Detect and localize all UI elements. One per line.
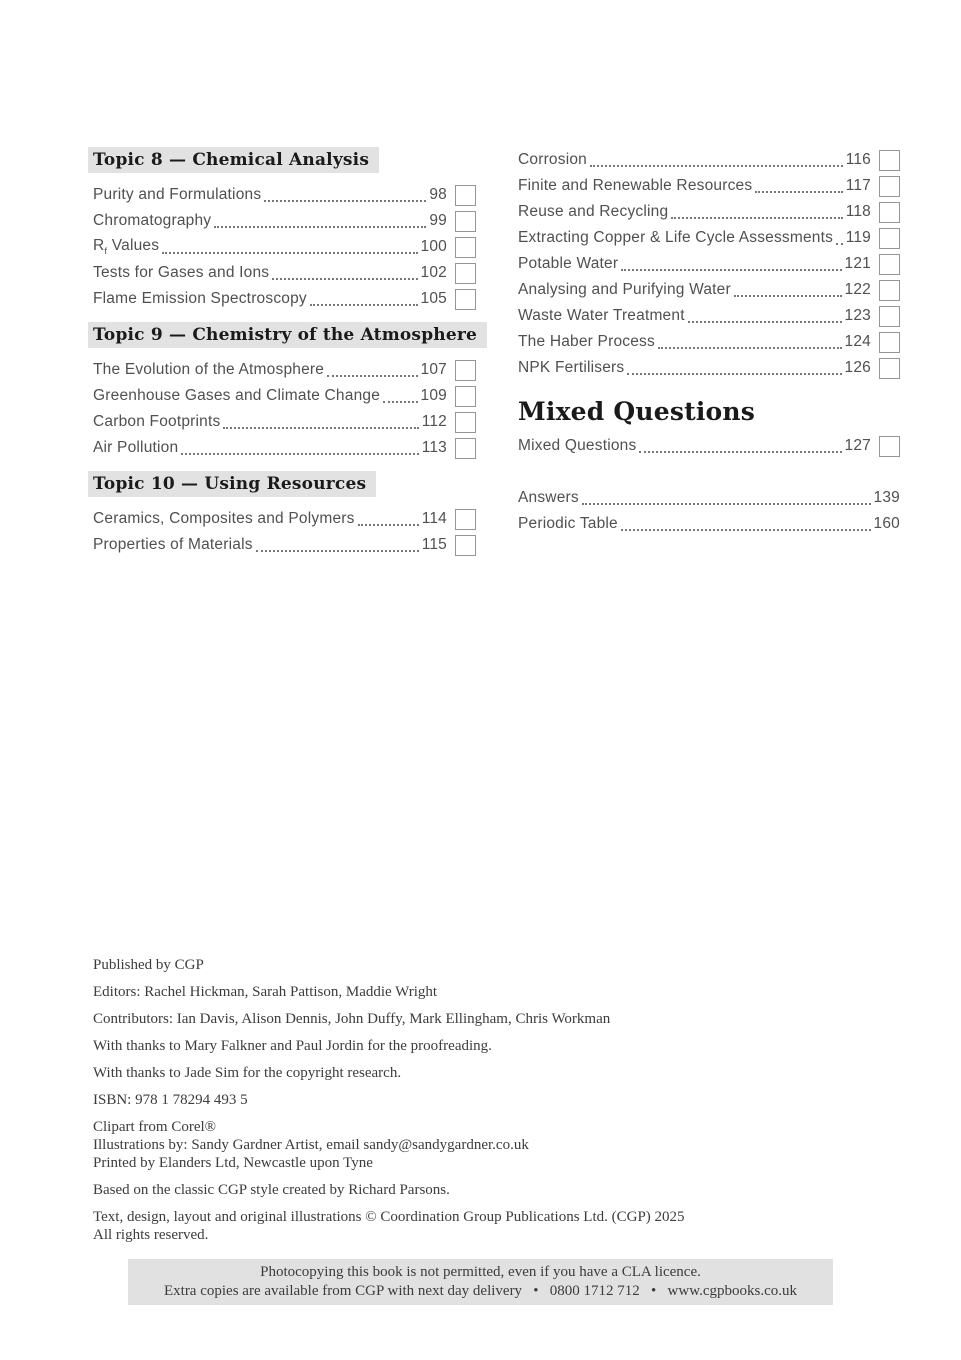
toc-page-number: 117 bbox=[845, 177, 871, 194]
toc-entry-label: Purity and Formulations bbox=[93, 186, 262, 203]
toc-page-number: 109 bbox=[420, 387, 447, 404]
colophon-line: ISBN: 978 1 78294 493 5 bbox=[93, 1092, 248, 1108]
toc-row bbox=[93, 260, 476, 286]
toc-row bbox=[93, 234, 476, 260]
dotted-leader bbox=[688, 321, 842, 323]
dotted-leader bbox=[181, 453, 418, 455]
toc-row bbox=[518, 355, 900, 381]
toc-row bbox=[518, 485, 900, 511]
tick-checkbox[interactable] bbox=[879, 228, 900, 249]
tick-checkbox[interactable] bbox=[455, 412, 476, 433]
toc-page-number: 105 bbox=[420, 290, 447, 307]
colophon-line: Printed by Elanders Ltd, Newcastle upon Tyne bbox=[93, 1155, 373, 1171]
dotted-leader bbox=[671, 217, 842, 219]
toc-section bbox=[93, 322, 476, 461]
toc-entry-label: Reuse and Recycling bbox=[518, 203, 669, 220]
toc-page-number: 139 bbox=[873, 489, 900, 506]
toc-page-number: 99 bbox=[429, 212, 447, 229]
dotted-leader bbox=[627, 373, 841, 375]
toc-page-number: 124 bbox=[844, 333, 871, 350]
dotted-leader bbox=[214, 226, 426, 228]
tick-checkbox[interactable] bbox=[879, 358, 900, 379]
footer-notice bbox=[128, 1259, 833, 1305]
toc-row bbox=[93, 435, 476, 461]
dotted-leader bbox=[310, 304, 418, 306]
toc-row bbox=[93, 357, 476, 383]
toc-page-number: 113 bbox=[421, 439, 447, 456]
colophon-line: With thanks to Jade Sim for the copyright research. bbox=[93, 1065, 402, 1081]
colophon-paragraph bbox=[93, 1037, 793, 1055]
toc-entry-label: Waste Water Treatment bbox=[518, 307, 685, 324]
toc-page-number: 121 bbox=[844, 255, 871, 272]
colophon-paragraph bbox=[93, 1181, 793, 1199]
toc-row bbox=[518, 433, 900, 459]
tick-checkbox[interactable] bbox=[879, 176, 900, 197]
toc-page-number: 116 bbox=[845, 151, 871, 168]
colophon-line: With thanks to Mary Falkner and Paul Jordin for the proofreading. bbox=[93, 1038, 492, 1054]
colophon-line: Contributors: Ian Davis, Alison Dennis, John Duffy, Mark Ellingham, Chris Workman bbox=[93, 1011, 611, 1027]
toc-row bbox=[518, 147, 900, 173]
toc-section bbox=[93, 471, 476, 558]
tick-checkbox[interactable] bbox=[879, 150, 900, 171]
toc-page-number: 119 bbox=[845, 229, 871, 246]
toc-page-number: 107 bbox=[420, 361, 447, 378]
footer-line-1: Photocopying this book is not permitted, even if you have a CLA licence. bbox=[260, 1264, 701, 1280]
dotted-leader bbox=[639, 451, 841, 453]
dotted-leader bbox=[590, 165, 843, 167]
colophon-line: Text, design, layout and original illustrations © Coordination Group Publications Ltd. (CGP) 2025 bbox=[93, 1209, 685, 1225]
colophon-line: Published by CGP bbox=[93, 957, 204, 973]
dotted-leader bbox=[734, 295, 842, 297]
tick-checkbox[interactable] bbox=[455, 535, 476, 556]
tick-checkbox[interactable] bbox=[879, 332, 900, 353]
toc-entry-label: Flame Emission Spectroscopy bbox=[93, 290, 307, 307]
toc-row bbox=[518, 199, 900, 225]
toc-entry-label: Periodic Table bbox=[518, 515, 618, 532]
dotted-leader bbox=[383, 401, 418, 403]
toc-page-number: 123 bbox=[844, 307, 871, 324]
toc-page-number: 127 bbox=[844, 437, 871, 454]
toc-entry-label: Chromatography bbox=[93, 212, 212, 229]
toc-row bbox=[518, 329, 900, 355]
colophon-paragraph bbox=[93, 1208, 793, 1244]
dotted-leader bbox=[621, 269, 841, 271]
toc-page-number: 122 bbox=[844, 281, 871, 298]
toc-page-number: 114 bbox=[421, 510, 447, 527]
toc-entry-label: Finite and Renewable Resources bbox=[518, 177, 753, 194]
tick-checkbox[interactable] bbox=[879, 202, 900, 223]
dotted-leader bbox=[264, 200, 426, 202]
toc-row bbox=[93, 409, 476, 435]
colophon-paragraph bbox=[93, 1010, 793, 1028]
colophon-line: Illustrations by: Sandy Gardner Artist, email sandy@sandygardner.co.uk bbox=[93, 1137, 529, 1153]
toc-right-column bbox=[518, 147, 900, 537]
toc-row bbox=[93, 208, 476, 234]
tick-checkbox[interactable] bbox=[455, 386, 476, 407]
toc-entry-label: Greenhouse Gases and Climate Change bbox=[93, 387, 381, 404]
toc-entry-label: Extracting Copper & Life Cycle Assessments bbox=[518, 229, 834, 246]
dotted-leader bbox=[582, 503, 871, 505]
toc-row bbox=[518, 173, 900, 199]
toc-row bbox=[93, 506, 476, 532]
toc-row bbox=[518, 277, 900, 303]
mixed-questions-heading: Mixed Questions bbox=[518, 397, 756, 426]
toc-entry-label: Tests for Gases and Ions bbox=[93, 264, 270, 281]
toc-entry-label: Ceramics, Composites and Polymers bbox=[93, 510, 355, 527]
toc-row bbox=[93, 182, 476, 208]
colophon-paragraph bbox=[93, 983, 793, 1001]
colophon-line: Based on the classic CGP style created by Richard Parsons. bbox=[93, 1182, 450, 1198]
toc-row bbox=[518, 225, 900, 251]
toc-entry-label: Properties of Materials bbox=[93, 536, 253, 553]
topic-heading: Topic 10 — Using Resources bbox=[88, 471, 376, 497]
colophon bbox=[93, 956, 793, 1253]
colophon-paragraph bbox=[93, 1064, 793, 1082]
tick-checkbox[interactable] bbox=[455, 438, 476, 459]
toc-page-number: 118 bbox=[845, 203, 871, 220]
toc-page-number: 115 bbox=[421, 536, 447, 553]
tick-checkbox[interactable] bbox=[455, 237, 476, 258]
dotted-leader bbox=[256, 550, 419, 552]
dotted-leader bbox=[358, 524, 419, 526]
toc-entry-label: The Evolution of the Atmosphere bbox=[93, 361, 325, 378]
tick-checkbox[interactable] bbox=[455, 263, 476, 284]
footer-line-2: Extra copies are available from CGP with next day delivery • 0800 1712 712 • www.cgpbooks.co.uk bbox=[163, 1283, 797, 1299]
colophon-line: Editors: Rachel Hickman, Sarah Pattison, Maddie Wright bbox=[93, 984, 438, 1000]
colophon-paragraph bbox=[93, 1091, 793, 1109]
toc-row bbox=[93, 286, 476, 312]
toc-entry-label: Analysing and Purifying Water bbox=[518, 281, 731, 298]
toc-row bbox=[93, 383, 476, 409]
toc-row bbox=[518, 511, 900, 537]
dotted-leader bbox=[621, 529, 871, 531]
tick-checkbox[interactable] bbox=[879, 254, 900, 275]
toc-page-number: 98 bbox=[429, 186, 447, 203]
toc-page-number: 100 bbox=[420, 238, 447, 255]
toc-end-rows bbox=[518, 485, 900, 537]
colophon-paragraph bbox=[93, 1118, 793, 1172]
dotted-leader bbox=[223, 427, 418, 429]
dotted-leader bbox=[755, 191, 842, 193]
tick-checkbox[interactable] bbox=[879, 436, 900, 457]
toc-right-rows bbox=[518, 147, 900, 381]
toc-page-number: 112 bbox=[421, 413, 447, 430]
tick-checkbox[interactable] bbox=[455, 289, 476, 310]
toc-row bbox=[93, 532, 476, 558]
tick-checkbox[interactable] bbox=[879, 280, 900, 301]
toc-section bbox=[93, 147, 476, 312]
dotted-leader bbox=[162, 252, 417, 254]
toc-entry-label: Air Pollution bbox=[93, 439, 179, 456]
toc-entry-label: Carbon Footprints bbox=[93, 413, 221, 430]
tick-checkbox[interactable] bbox=[879, 306, 900, 327]
toc-left-column bbox=[93, 147, 476, 568]
tick-checkbox[interactable] bbox=[455, 509, 476, 530]
dotted-leader bbox=[272, 278, 417, 280]
toc-entry-label: $R_f$ Values bbox=[93, 236, 160, 258]
toc-row bbox=[518, 303, 900, 329]
mixed-questions-rows bbox=[518, 433, 900, 459]
toc-row bbox=[518, 251, 900, 277]
toc-entry-label: Corrosion bbox=[518, 151, 587, 168]
toc-entry-label: Mixed Questions bbox=[518, 437, 637, 454]
toc-page-number: 102 bbox=[420, 264, 447, 281]
dotted-leader bbox=[658, 347, 842, 349]
colophon-line: Clipart from Corel® bbox=[93, 1119, 217, 1135]
toc-entry-label: Potable Water bbox=[518, 255, 619, 272]
toc-entry-label: Answers bbox=[518, 489, 579, 506]
toc-page-number: 126 bbox=[844, 359, 871, 376]
topic-heading: Topic 9 — Chemistry of the Atmosphere bbox=[88, 322, 487, 348]
colophon-line: All rights reserved. bbox=[93, 1227, 209, 1243]
tick-checkbox[interactable] bbox=[455, 211, 476, 232]
topic-heading: Topic 8 — Chemical Analysis bbox=[88, 147, 379, 173]
tick-checkbox[interactable] bbox=[455, 360, 476, 381]
dotted-leader bbox=[327, 375, 417, 377]
toc-entry-label: The Haber Process bbox=[518, 333, 655, 350]
tick-checkbox[interactable] bbox=[455, 185, 476, 206]
colophon-paragraph bbox=[93, 956, 793, 974]
toc-entry-label: NPK Fertilisers bbox=[518, 359, 625, 376]
toc-page-number: 160 bbox=[873, 515, 900, 532]
dotted-leader bbox=[836, 243, 843, 245]
